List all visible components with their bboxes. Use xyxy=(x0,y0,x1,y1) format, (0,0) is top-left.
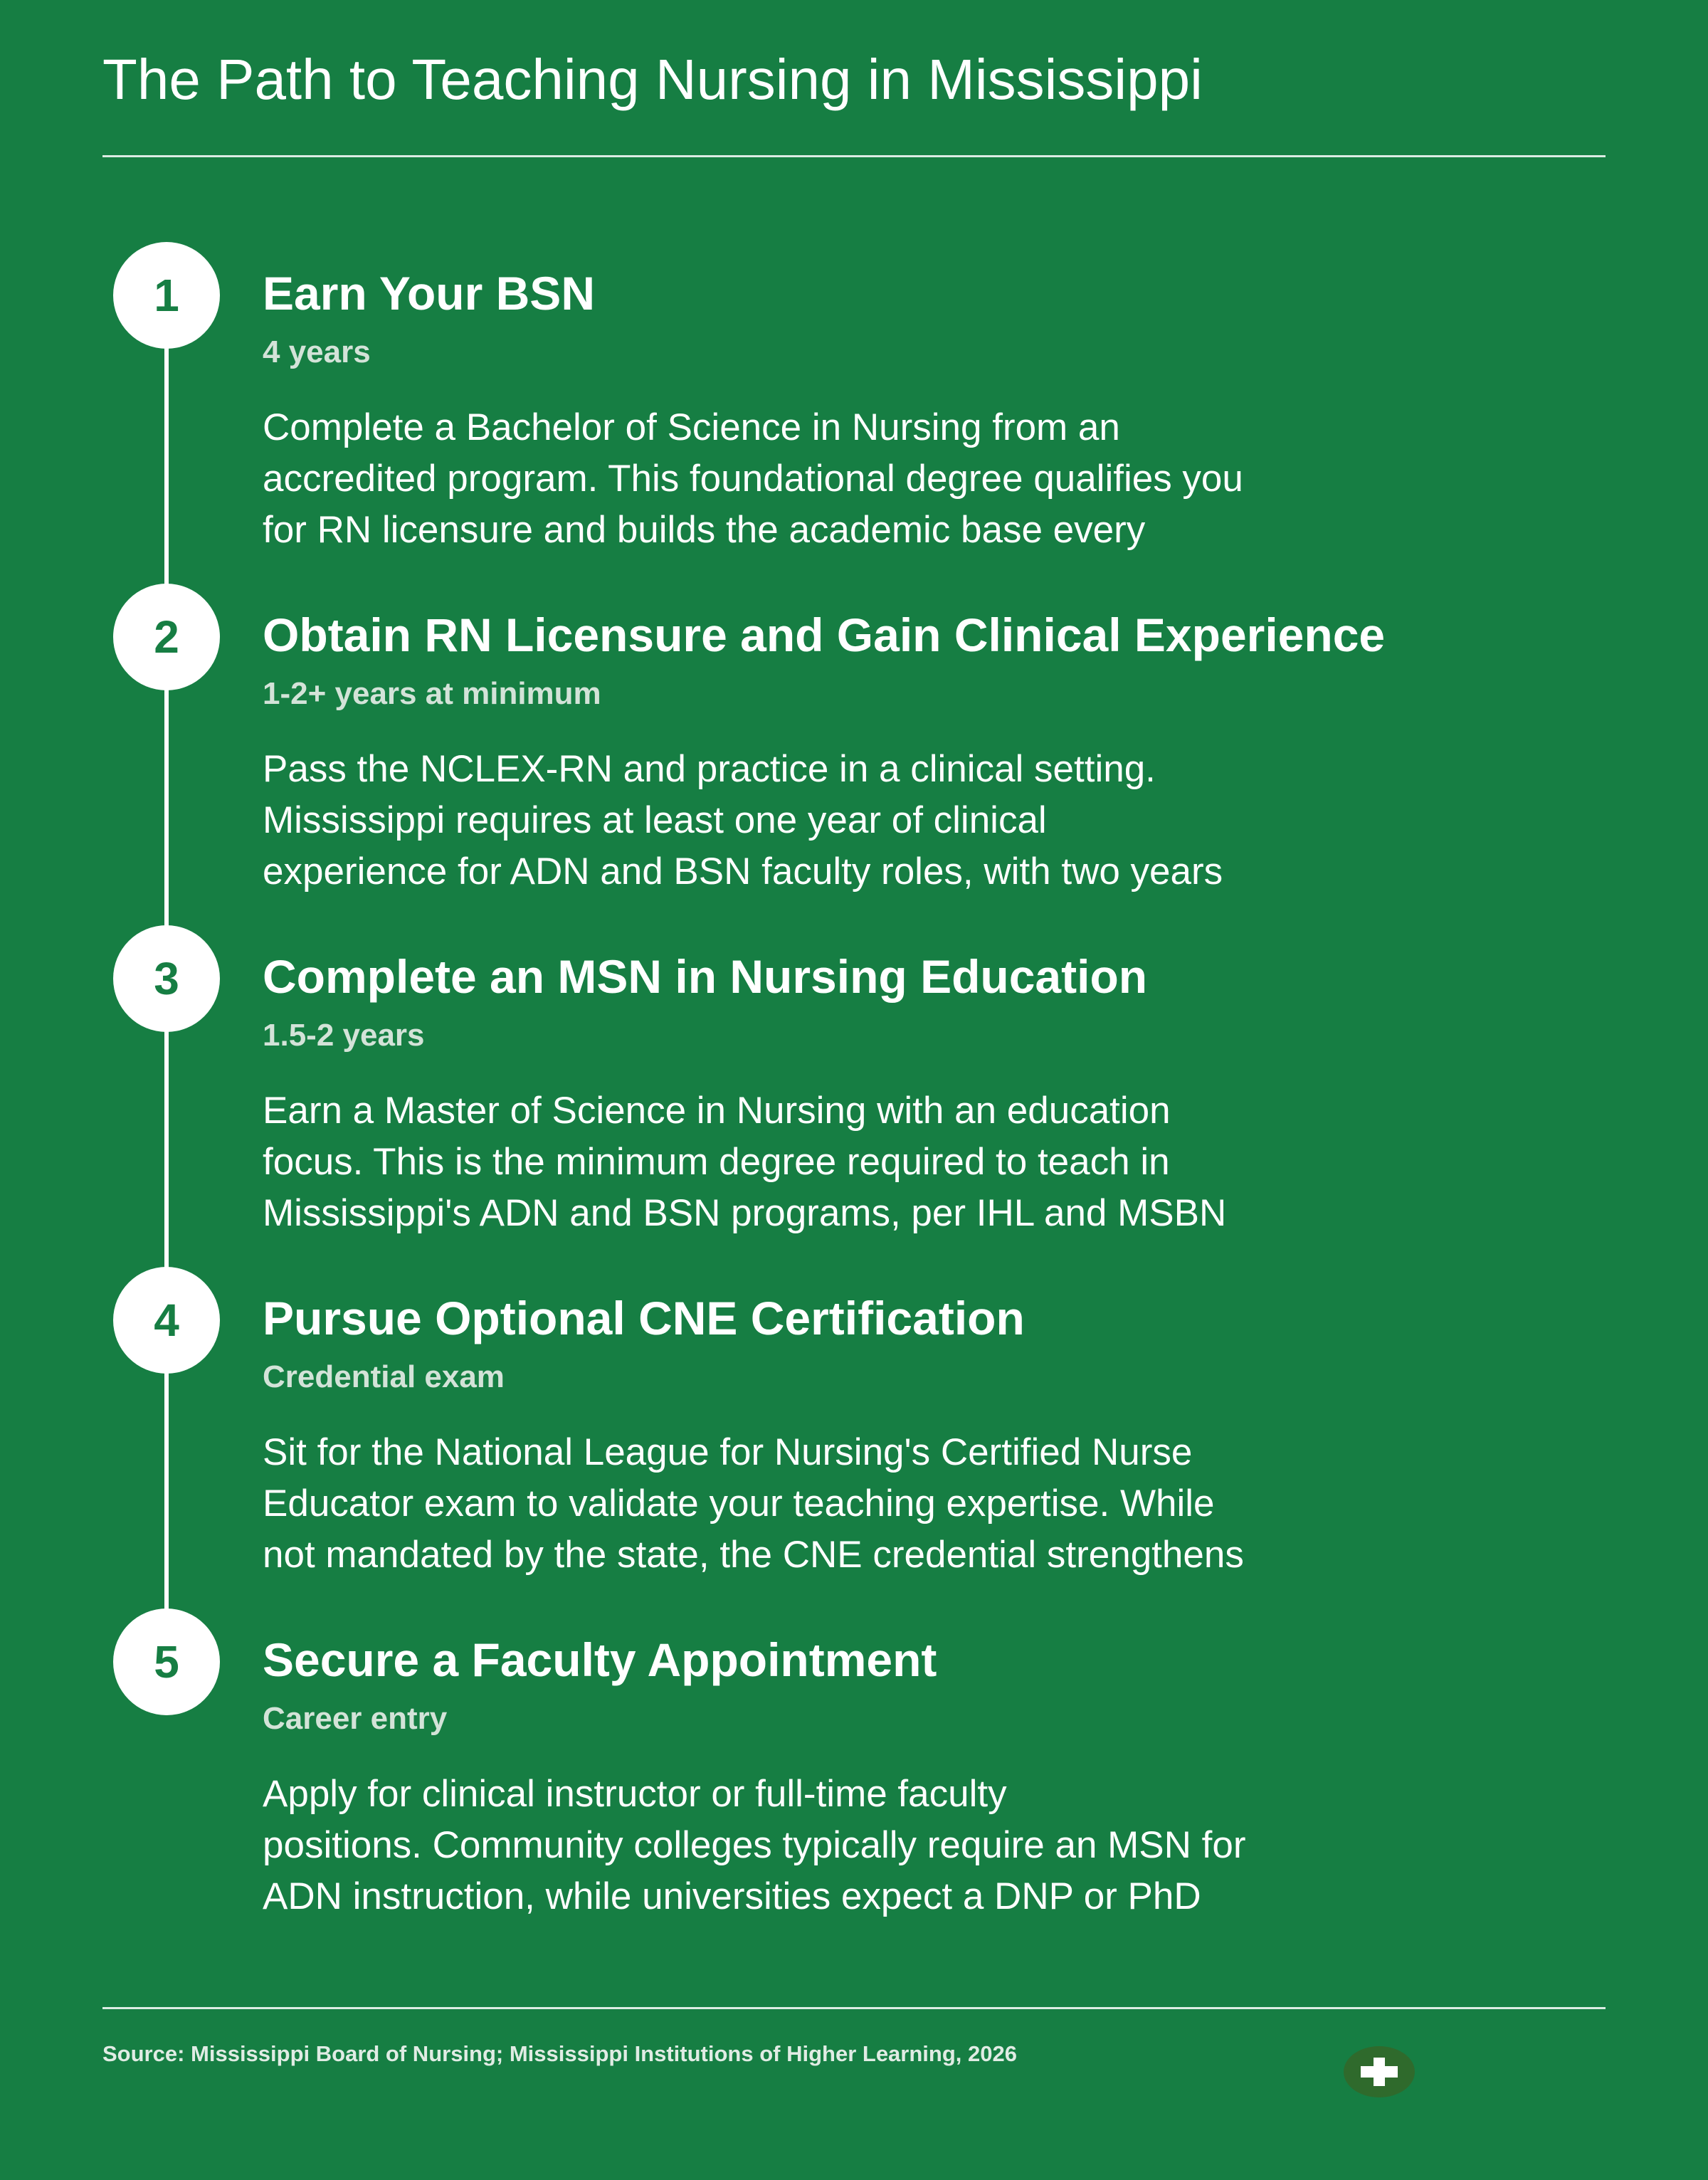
medical-cross-icon xyxy=(1344,2046,1415,2097)
step-number-badge: 2 xyxy=(113,584,220,690)
description-line: Complete a Bachelor of Science in Nursing from an xyxy=(263,406,1120,448)
step-number-badge: 1 xyxy=(113,242,220,349)
step-5 xyxy=(0,1608,1708,1936)
medical-cross-icon-graphic xyxy=(1356,2055,1402,2089)
page-title: The Path to Teaching Nursing in Mississippi xyxy=(102,48,1203,111)
description-line: Apply for clinical instructor or full-time faculty xyxy=(263,1773,1007,1815)
description-line: focus. This is the minimum degree required to teach in xyxy=(263,1141,1170,1183)
step-duration: Credential exam xyxy=(263,1359,505,1394)
description-line: Sit for the National League for Nursing's Certified Nurse xyxy=(263,1431,1193,1473)
step-duration: 4 years xyxy=(263,335,371,369)
step-description xyxy=(263,402,1359,556)
step-description xyxy=(263,1427,1359,1581)
footer-divider xyxy=(102,2007,1606,2009)
step-title: Obtain RN Licensure and Gain Clinical Experience xyxy=(263,609,1386,661)
step-3 xyxy=(0,925,1708,1253)
step-number-badge: 3 xyxy=(113,925,220,1032)
step-duration: Career entry xyxy=(263,1701,448,1736)
step-title: Complete an MSN in Nursing Education xyxy=(263,950,1148,1003)
description-line: accredited program. This foundational degree qualifies you xyxy=(263,458,1243,500)
description-line: Pass the NCLEX-RN and practice in a clinical setting. xyxy=(263,748,1156,790)
description-line: experience for ADN and BSN faculty roles, with two years xyxy=(263,851,1223,892)
source-citation: Source: Mississippi Board of Nursing; Mississippi Institutions of Higher Learning, 2026 xyxy=(102,2041,1017,2066)
description-line: ADN instruction, while universities expect a DNP or PhD xyxy=(263,1875,1201,1917)
step-2 xyxy=(0,584,1708,911)
description-line: Mississippi requires at least one year of clinical xyxy=(263,799,1047,841)
description-line: not mandated by the state, the CNE credential strengthens xyxy=(263,1534,1244,1576)
description-line: Mississippi's ADN and BSN programs, per IHL and MSBN xyxy=(263,1192,1227,1234)
step-number-badge: 5 xyxy=(113,1608,220,1715)
step-1 xyxy=(0,242,1708,569)
description-line: Educator exam to validate your teaching expertise. While xyxy=(263,1483,1215,1525)
description-line: Earn a Master of Science in Nursing with an education xyxy=(263,1090,1171,1132)
step-title: Pursue Optional CNE Certification xyxy=(263,1292,1025,1344)
description-line: positions. Community colleges typically require an MSN for xyxy=(263,1824,1246,1866)
header-divider xyxy=(102,155,1606,157)
step-duration: 1-2+ years at minimum xyxy=(263,676,601,711)
step-4 xyxy=(0,1267,1708,1594)
step-description xyxy=(263,1085,1359,1239)
description-line: for RN licensure and builds the academic base every xyxy=(263,509,1146,551)
step-number-badge: 4 xyxy=(113,1267,220,1374)
step-description xyxy=(263,1769,1359,1922)
step-title: Earn Your BSN xyxy=(263,267,595,320)
step-duration: 1.5-2 years xyxy=(263,1018,425,1053)
step-description xyxy=(263,744,1359,897)
step-title: Secure a Faculty Appointment xyxy=(263,1633,937,1686)
